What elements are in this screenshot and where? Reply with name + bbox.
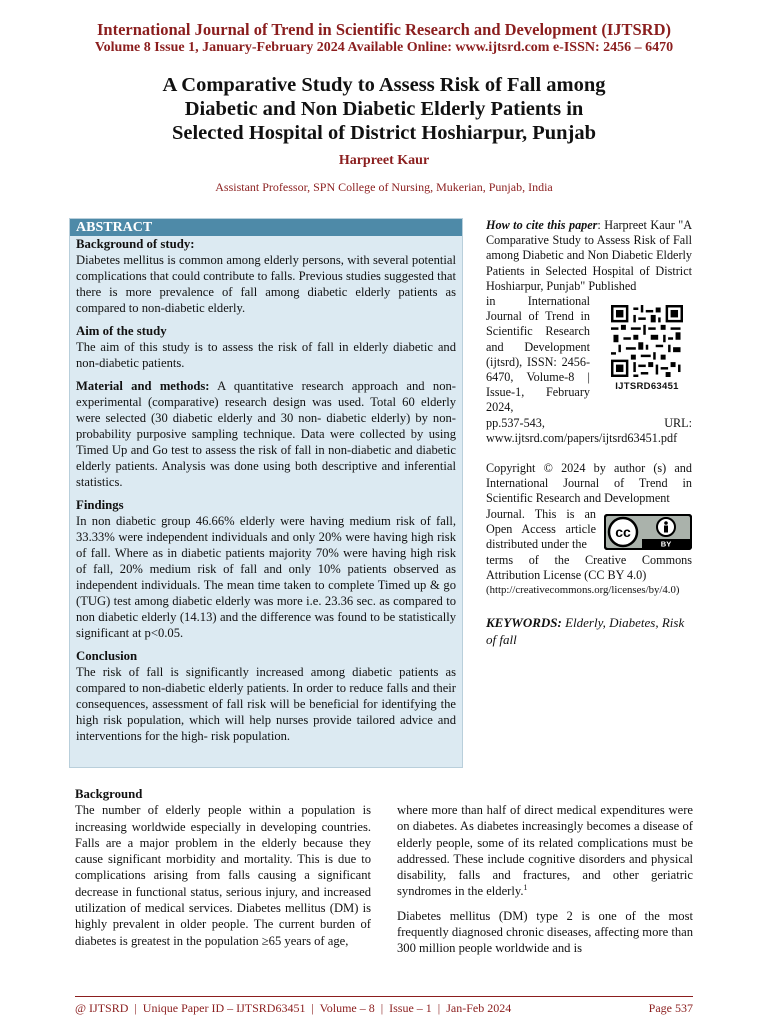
copyright-rest <box>486 553 692 599</box>
background-paragraph: The number of elderly people within a population is increasing worldwide especially in developing countries. Falls are a major problem in the elderly because they cause significant morbidity and mortality. This is due to complications arising from falls causing a significant decrease in functional status, serious injury, and increased utilization of medical services. Diabetes mellitus (DM) is highly prevalent in older people. The current burden of diabetes is greatest in the population ≥65 years of age, <box>75 803 371 948</box>
page-number: Page 537 <box>648 1001 693 1015</box>
license-text: terms of the Creative Commons Attribution License (CC BY 4.0) <box>486 553 692 583</box>
cite-label: How to cite this paper <box>486 218 598 232</box>
cc-by-text: BY <box>660 539 672 549</box>
right-paragraph-2: Diabetes mellitus (DM) type 2 is one of the most frequently diagnosed chronic diseases, affecting more than 300 million people worldwide and is <box>397 908 693 956</box>
qr-code-icon <box>611 305 683 377</box>
background-text: Diabetes mellitus is common among elderly persons, with several potential complications that could contribute to falls. Previous studies suggested that there is more prevalence of fall among diabetic elderly patients as compared to non-diabetic elderly. <box>76 253 456 315</box>
right-paragraph-1-text: where more than half of direct medical expenditures were on diabetes. As diabetes increasingly becomes a disease of elderly people, some of its related complications must be addressed. These include cognitive disorders and physical disability, falls and fractures, and other geriatric syndromes in the elderly. <box>397 803 693 899</box>
background-heading: Background of study: <box>76 237 195 251</box>
findings-heading: Findings <box>76 498 124 512</box>
cite-left-text: in International Journal of Trend in Scientific Research and Development (ijtsrd), ISSN: 2456-6470, Volume-8 | Issue-1, February 2024, <box>486 294 590 415</box>
page-footer <box>75 1001 693 1016</box>
methods-paragraph <box>76 378 456 490</box>
title-line-1: A Comparative Study to Assess Risk of Fall among <box>162 74 606 96</box>
copyright-text: Copyright © 2024 by author (s) and International Journal of Trend in Scientific Research and Development <box>486 461 692 506</box>
title-line-3: Selected Hospital of District Hoshiarpur, Punjab <box>171 122 597 144</box>
conclusion-text: The risk of fall is significantly increased among diabetic patients as compared to non-diabetic elderly patients. In order to reduce falls and their consequences, assessment of fall risk will be beneficial for identifying the high risk population, which will help nurses provide tailored advice and interventions for the high- risk population. <box>76 665 456 743</box>
body-right-column <box>397 802 693 965</box>
citation-block <box>486 218 692 294</box>
methods-text: A quantitative research approach and non-experimental (comparative) research design was used. Total 60 elderly were selected (30 diabetic elderly and 30 non- diabetic elderly) by non-probability purposive sampling technique. Data were collected by using Timed Up and Go test to assess the risk of fall in non-diabetic and diabetic elderly patients. Analysis was done using both descriptive and inferential statistics. <box>76 379 456 489</box>
footer-divider <box>75 996 693 997</box>
svg-text:cc: cc <box>615 524 631 540</box>
abstract-box <box>69 218 463 768</box>
keywords-label: KEYWORDS: <box>486 615 562 630</box>
findings-text: In non diabetic group 46.66% elderly were having medium risk of fall, 33.33% were independent individuals and only 20% were having high risk of fall. Where as in diabetic patients majority 70% were having high risk of fall, 20% medium risk of fall and only 10% patients observed as independent individuals. The mean time taken to complete Timed up & go (TUG) test among diabetic elderly was more i.e. 23.36 sec. as compared to non diabetic elderly (14.13) and the difference was found to be statistically significant at p<0.05. <box>76 514 456 640</box>
methods-heading: Material and methods: <box>76 379 210 393</box>
journal-header: International Journal of Trend in Scientific Research and Development (IJTSRD) <box>97 20 671 39</box>
aim-text: The aim of this study is to assess the risk of fall in elderly diabetic and non-diabetic patients. <box>76 340 456 370</box>
title-line-2: Diabetic and Non Diabetic Elderly Patients in <box>184 98 584 120</box>
paper-url-link[interactable]: www.ijtsrd.com/papers/ijtsrd63451.pdf <box>486 431 678 446</box>
keywords <box>486 614 692 648</box>
paper-id-label: IJTSRD63451 <box>615 381 679 392</box>
conclusion-heading: Conclusion <box>76 649 138 663</box>
paper-title <box>60 73 708 145</box>
copyright-narrow-text: Journal. This is an Open Access article distributed under the <box>486 507 596 552</box>
footer-info: @ IJTSRD | Unique Paper ID – IJTSRD63451 | Volume – 8 | Issue – 1 | Jan-Feb 2024 <box>75 1001 512 1015</box>
background-section-heading: Background <box>75 787 143 801</box>
license-link[interactable]: (http://creativecommons.org/licenses/by/4.0) <box>486 584 680 597</box>
author-name: Harpreet Kaur <box>338 153 430 168</box>
body-left-column <box>75 786 371 949</box>
right-paragraph-1 <box>397 802 693 900</box>
issue-info: Volume 8 Issue 1, January-February 2024 Available Online: www.ijtsrd.com e-ISSN: 2456 – 6470 <box>94 40 674 55</box>
cc-by-license-icon[interactable] <box>604 514 692 550</box>
keywords-text: Elderly, Diabetes, Risk of fall <box>486 615 685 647</box>
aim-heading: Aim of the study <box>76 324 167 338</box>
cite-url-label: URL: <box>664 416 692 430</box>
abstract-heading: ABSTRACT <box>70 219 462 236</box>
cite-text: : Harpreet Kaur "A Comparative Study to Assess Risk of Fall among Diabetic and Non Diabetic Elderly Patients in Selected Hospital of District Hoshiarpur, Punjab" Published <box>486 218 693 293</box>
cite-pages: pp.537-543, <box>486 416 545 430</box>
citation-superscript: 1 <box>523 883 528 893</box>
author-affiliation: Assistant Professor, SPN College of Nursing, Mukerian, Punjab, India <box>215 180 553 194</box>
citation-left-column <box>486 294 590 416</box>
qr-code <box>607 305 687 401</box>
citation-url-block <box>486 416 692 446</box>
